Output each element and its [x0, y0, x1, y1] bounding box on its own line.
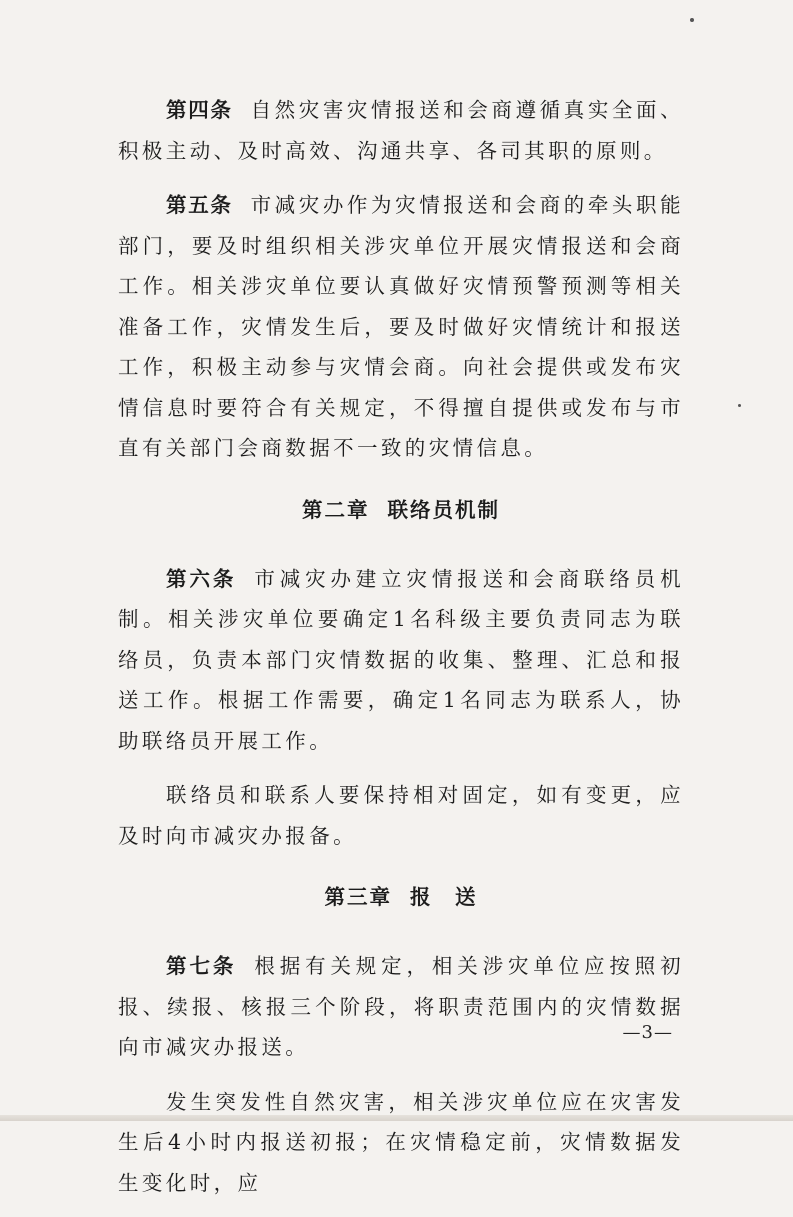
article-5-paragraph [118, 185, 684, 469]
article-7-paragraph-2: 发生突发性自然灾害，相关涉灾单位应在灾害发生后4小时内报送初报；在灾情稳定前，灾情数据发生变化时，应 [118, 1089, 684, 1195]
article-6-paragraph [118, 559, 684, 762]
article-4-text: 自然灾害灾情报送和会商遵循真实全面、积极主动、及时高效、沟通共享、各司其职的原则。 [118, 98, 685, 163]
article-5-text: 市减灾办作为灾情报送和会商的牵头职能部门，要及时组织相关涉灾单位开展灾情报送和会商工作。相关涉灾单位要认真做好灾情预警预测等相关准备工作，灾情发生后，要及时做好灾情统计和报送工作，积极主动参与灾情会商。向社会提供或发布灾情信息时要符合有关规定，不得擅自提供或发布与市直有关部门会商数据不一致的灾情信息。 [118, 193, 685, 460]
article-4-paragraph [118, 90, 684, 171]
chapter-3-number: 第三章 [324, 885, 392, 909]
page-edge [0, 1115, 793, 1121]
scan-speck [690, 18, 694, 22]
article-7-text: 根据有关规定，相关涉灾单位应按照初报、续报、核报三个阶段，将职责范围内的灾情数据向市减灾办报送。 [118, 954, 684, 1059]
article-6-paragraph-2: 联络员和联系人要保持相对固定，如有变更，应及时向市减灾办报备。 [118, 783, 684, 848]
chapter-3-heading [118, 882, 684, 912]
article-7-paragraph [118, 946, 684, 1068]
article-6-label: 第六条 [166, 566, 237, 591]
chapter-2-heading [118, 495, 684, 525]
article-7-label: 第七条 [166, 954, 237, 978]
document-body [118, 90, 684, 1217]
scan-speck [738, 404, 741, 407]
page-number: —3— [622, 1022, 673, 1043]
chapter-2-title: 联络员机制 [387, 497, 500, 522]
article-6-text: 市减灾办建立灾情报送和会商联络员机制。相关涉灾单位要确定1名科级主要负责同志为联络员，负责本部门灾情数据的收集、整理、汇总和报送工作。根据工作需要，确定1名同志为联系人，协助联络员开展工作。 [118, 566, 684, 753]
article-5-label: 第五条 [166, 193, 233, 217]
article-4-label: 第四条 [166, 98, 233, 122]
chapter-3-title: 报 送 [410, 885, 478, 909]
chapter-2-number: 第二章 [302, 497, 370, 522]
